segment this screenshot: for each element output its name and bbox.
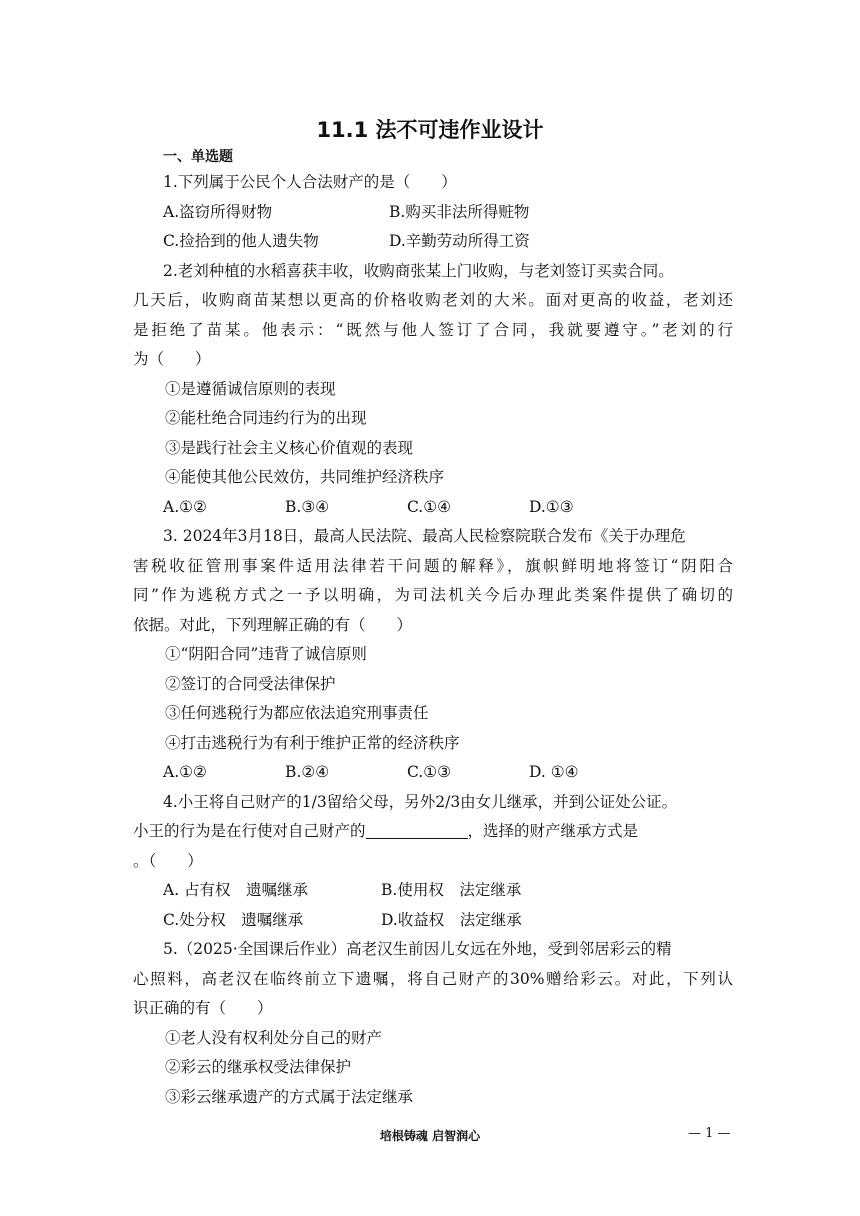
question-4-text: ，选择的财产继承方式是 [467, 822, 639, 840]
option-c: C.捡拾到的他人遗失物 [163, 232, 319, 250]
question-5-line: 心照料，高老汉在临终前立下遗嘱，将自己财产的30%赠给彩云。对此，下列认 [133, 969, 733, 988]
question-4-options-2 [133, 906, 733, 936]
option-b: B.②④ [285, 763, 330, 781]
question-2-line: 是拒绝了苗某。他表示：“既然与他人签订了合同，我就要遵守。”老刘的行 [133, 320, 733, 339]
question-3-line: 依据。对此，下列理解正确的有（ ） [133, 615, 413, 634]
statement-1: ①“阴阳合同”违背了诚信原则 [165, 645, 367, 663]
option-a: A.①② [163, 763, 207, 781]
question-1-options [133, 198, 733, 228]
option-b: B.③④ [285, 497, 330, 516]
option-a: A. 占有权 遗嘱继承 [163, 881, 309, 899]
statement-1: ①是遵循诚信原则的表现 [165, 379, 336, 398]
option-d: D.收益权 法定继承 [381, 910, 522, 929]
statement-3: ③任何逃税行为都应依法追究刑事责任 [165, 704, 429, 722]
option-d: D.①③ [529, 497, 574, 516]
section-heading: 一、单选题 [163, 149, 233, 165]
question-2-line: 为（ ） [133, 350, 211, 368]
statement-2: ②能杜绝合同违约行为的出现 [165, 409, 367, 427]
question-2-line: 2.老刘种植的水稻喜获丰收，收购商张某上门收购，与老刘签订买卖合同。 [163, 261, 674, 280]
page-number: — 1 — [688, 1126, 731, 1141]
question-4-options [133, 876, 733, 906]
option-c: C.①③ [407, 763, 452, 781]
question-4-line: 4.小王将自己财产的1/3留给父母，另外2/3由女儿继承，并到公证处公证。 [163, 792, 678, 811]
option-b: B.使用权 法定继承 [381, 881, 522, 899]
question-2-options [133, 493, 733, 523]
page-title: 11.1 法不可违作业设计 [316, 118, 544, 142]
statement-3: ③彩云继承遗产的方式属于法定继承 [165, 1087, 414, 1106]
question-5-line: 识正确的有（ ） [133, 999, 273, 1017]
statement-4: ④打击逃税行为有利于维护正常的经济秩序 [165, 733, 460, 752]
question-5-line: 5.（2025·全国课后作业）高老汉生前因儿女远在外地，受到邻居彩云的精 [163, 940, 672, 958]
footer-motto: 培根铸魂 启智润心 [379, 1129, 481, 1143]
question-3-options [133, 758, 733, 788]
document-body [133, 146, 733, 1112]
option-a: A.盗窃所得财物 [163, 202, 273, 221]
question-1-stem: 1.下列属于公民个人合法财产的是（ ） [163, 173, 457, 191]
statement-1: ①老人没有权利处分自己的财产 [165, 1028, 383, 1047]
statement-2: ②彩云的继承权受法律保护 [165, 1058, 352, 1076]
question-3-line: 同”作为逃税方式之一予以明确，为司法机关今后办理此类案件提供了确切的 [133, 586, 733, 604]
question-4-line [133, 817, 733, 847]
statement-3: ③是践行社会主义核心价值观的表现 [165, 438, 414, 457]
option-d: D. ①④ [529, 763, 579, 781]
answer-blank [366, 820, 468, 839]
option-a: A.①② [163, 497, 207, 516]
option-c: C.①④ [407, 497, 452, 516]
option-c: C.处分权 遗嘱继承 [163, 910, 304, 929]
statement-4: ④能使其他公民效仿，共同维护经济秩序 [165, 468, 445, 486]
question-3-line: 3. 2024年3月18日，最高人民法院、最高人民检察院联合发布《关于办理危 [163, 527, 686, 545]
question-3-line: 害税收征管刑事案件适用法律若干问题的解释》，旗帜鲜明地将签订“阴阳合 [133, 556, 733, 575]
question-4-text: 小王的行为是在行使对自己财产的 [133, 822, 366, 840]
question-2-line: 几天后，收购商苗某想以更高的价格收购老刘的大米。面对更高的收益，老刘还 [133, 291, 733, 309]
question-1-options-2 [133, 227, 733, 257]
question-4-line: 。（ ） [133, 851, 203, 870]
statement-2: ②签订的合同受法律保护 [165, 674, 336, 693]
option-b: B.购买非法所得赃物 [389, 202, 530, 221]
option-d: D.辛勤劳动所得工资 [389, 232, 530, 250]
